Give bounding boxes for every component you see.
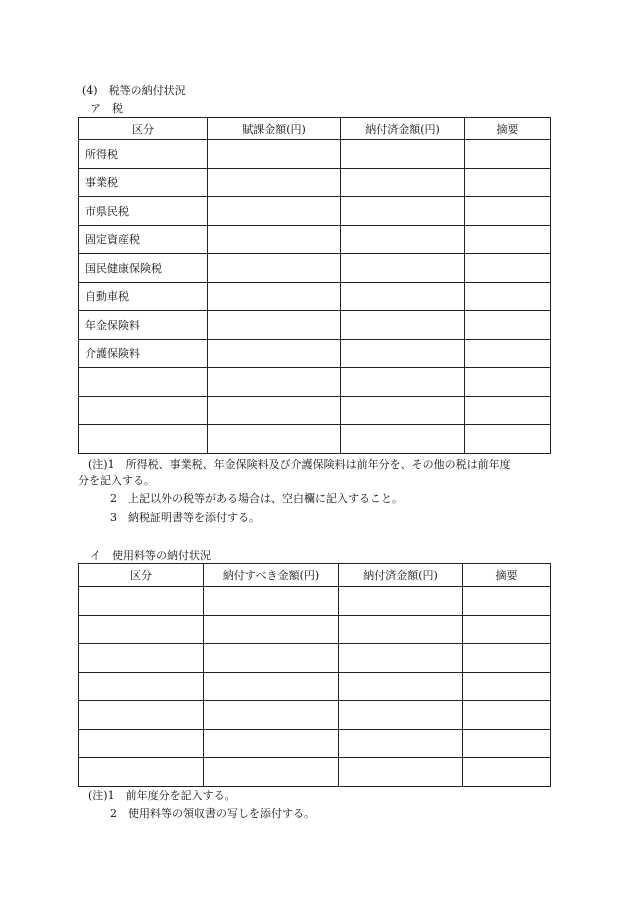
tax-assessed-cell[interactable] [208, 168, 341, 197]
tax-note-3: 3 納税証明書等を添付する。 [110, 511, 260, 524]
fees-remarks-cell[interactable] [463, 644, 551, 673]
tax-paid-cell[interactable] [341, 339, 465, 368]
tax-paid-cell[interactable] [341, 396, 465, 425]
tax-col-assessed: 賦課金額(円) [208, 118, 341, 140]
table-row [79, 672, 551, 701]
tax-remarks-cell[interactable] [465, 396, 551, 425]
tax-assessed-cell[interactable] [208, 254, 341, 283]
fees-remarks-cell[interactable] [463, 758, 551, 787]
table-row [79, 368, 551, 397]
tax-category-cell: 事業税 [79, 168, 208, 197]
tax-note-1-cont: 分を記入する。 [78, 474, 155, 487]
fees-due-cell[interactable] [204, 758, 339, 787]
fees-remarks-cell[interactable] [463, 615, 551, 644]
table-row [79, 140, 551, 169]
tax-table-header [79, 118, 551, 140]
tax-category-cell: 年金保険料 [79, 311, 208, 340]
tax-category-cell: 所得税 [79, 140, 208, 169]
fees-paid-cell[interactable] [339, 729, 463, 758]
tax-remarks-cell[interactable] [465, 197, 551, 226]
fees-category-cell[interactable] [79, 701, 204, 730]
tax-remarks-cell[interactable] [465, 140, 551, 169]
tax-remarks-cell[interactable] [465, 254, 551, 283]
tax-assessed-cell[interactable] [208, 225, 341, 254]
tax-category-cell: 国民健康保険税 [79, 254, 208, 283]
fees-due-cell[interactable] [204, 729, 339, 758]
fees-due-cell[interactable] [204, 644, 339, 673]
fees-table-header [79, 564, 551, 587]
fees-col-category: 区分 [79, 564, 204, 587]
tax-paid-cell[interactable] [341, 254, 465, 283]
table-row [79, 168, 551, 197]
tax-assessed-cell[interactable] [208, 396, 341, 425]
tax-remarks-cell[interactable] [465, 339, 551, 368]
table-row [79, 254, 551, 283]
fees-category-cell[interactable] [79, 644, 204, 673]
tax-paid-cell[interactable] [341, 425, 465, 454]
tax-category-cell: 固定資産税 [79, 225, 208, 254]
tax-heading: ア 税 [90, 102, 123, 115]
fees-table [78, 563, 551, 787]
tax-note-1: (注)1 所得税、事業税、年金保険料及び介護保険料は前年分を、その他の税は前年度 [88, 458, 511, 471]
tax-paid-cell[interactable] [341, 311, 465, 340]
tax-category-cell[interactable] [79, 396, 208, 425]
fees-category-cell[interactable] [79, 587, 204, 616]
table-row [79, 396, 551, 425]
table-row [79, 587, 551, 616]
fees-remarks-cell[interactable] [463, 701, 551, 730]
fees-paid-cell[interactable] [339, 587, 463, 616]
tax-table [78, 117, 551, 454]
fees-paid-cell[interactable] [339, 615, 463, 644]
tax-remarks-cell[interactable] [465, 425, 551, 454]
tax-note-2: 2 上記以外の税等がある場合は、空白欄に記入すること。 [110, 492, 403, 505]
tax-col-paid: 納付済金額(円) [341, 118, 465, 140]
tax-category-cell: 介護保険料 [79, 339, 208, 368]
section-heading: (4) 税等の納付状況 [82, 84, 186, 97]
tax-assessed-cell[interactable] [208, 282, 341, 311]
tax-remarks-cell[interactable] [465, 311, 551, 340]
fees-paid-cell[interactable] [339, 644, 463, 673]
tax-paid-cell[interactable] [341, 168, 465, 197]
fees-remarks-cell[interactable] [463, 587, 551, 616]
tax-assessed-cell[interactable] [208, 140, 341, 169]
fees-category-cell[interactable] [79, 729, 204, 758]
fees-paid-cell[interactable] [339, 701, 463, 730]
tax-paid-cell[interactable] [341, 282, 465, 311]
fees-due-cell[interactable] [204, 587, 339, 616]
fees-note-2: 2 使用料等の領収書の写しを添付する。 [110, 807, 315, 820]
fees-heading: イ 使用料等の納付状況 [90, 549, 211, 562]
table-row [79, 701, 551, 730]
tax-paid-cell[interactable] [341, 197, 465, 226]
fees-paid-cell[interactable] [339, 672, 463, 701]
fees-note-1: (注)1 前年度分を記入する。 [88, 789, 236, 802]
tax-remarks-cell[interactable] [465, 225, 551, 254]
table-row [79, 282, 551, 311]
tax-remarks-cell[interactable] [465, 168, 551, 197]
table-row [79, 225, 551, 254]
fees-category-cell[interactable] [79, 758, 204, 787]
tax-remarks-cell[interactable] [465, 368, 551, 397]
fees-paid-cell[interactable] [339, 758, 463, 787]
table-row [79, 425, 551, 454]
table-row [79, 311, 551, 340]
table-row [79, 729, 551, 758]
fees-due-cell[interactable] [204, 672, 339, 701]
fees-col-remarks: 摘要 [463, 564, 551, 587]
fees-col-paid: 納付済金額(円) [339, 564, 463, 587]
tax-paid-cell[interactable] [341, 368, 465, 397]
tax-col-category: 区分 [79, 118, 208, 140]
fees-category-cell[interactable] [79, 615, 204, 644]
tax-assessed-cell[interactable] [208, 311, 341, 340]
table-row [79, 197, 551, 226]
fees-remarks-cell[interactable] [463, 729, 551, 758]
fees-remarks-cell[interactable] [463, 672, 551, 701]
table-row [79, 339, 551, 368]
tax-assessed-cell[interactable] [208, 197, 341, 226]
fees-due-cell[interactable] [204, 701, 339, 730]
tax-category-cell[interactable] [79, 368, 208, 397]
table-row [79, 615, 551, 644]
tax-assessed-cell[interactable] [208, 425, 341, 454]
fees-col-due: 納付すべき金額(円) [204, 564, 339, 587]
tax-category-cell: 市県民税 [79, 197, 208, 226]
tax-assessed-cell[interactable] [208, 368, 341, 397]
tax-paid-cell[interactable] [341, 140, 465, 169]
fees-category-cell[interactable] [79, 672, 204, 701]
tax-paid-cell[interactable] [341, 225, 465, 254]
tax-assessed-cell[interactable] [208, 339, 341, 368]
tax-col-remarks: 摘要 [465, 118, 551, 140]
tax-category-cell[interactable] [79, 425, 208, 454]
table-row [79, 758, 551, 787]
fees-due-cell[interactable] [204, 615, 339, 644]
table-row [79, 644, 551, 673]
tax-remarks-cell[interactable] [465, 282, 551, 311]
tax-category-cell: 自動車税 [79, 282, 208, 311]
